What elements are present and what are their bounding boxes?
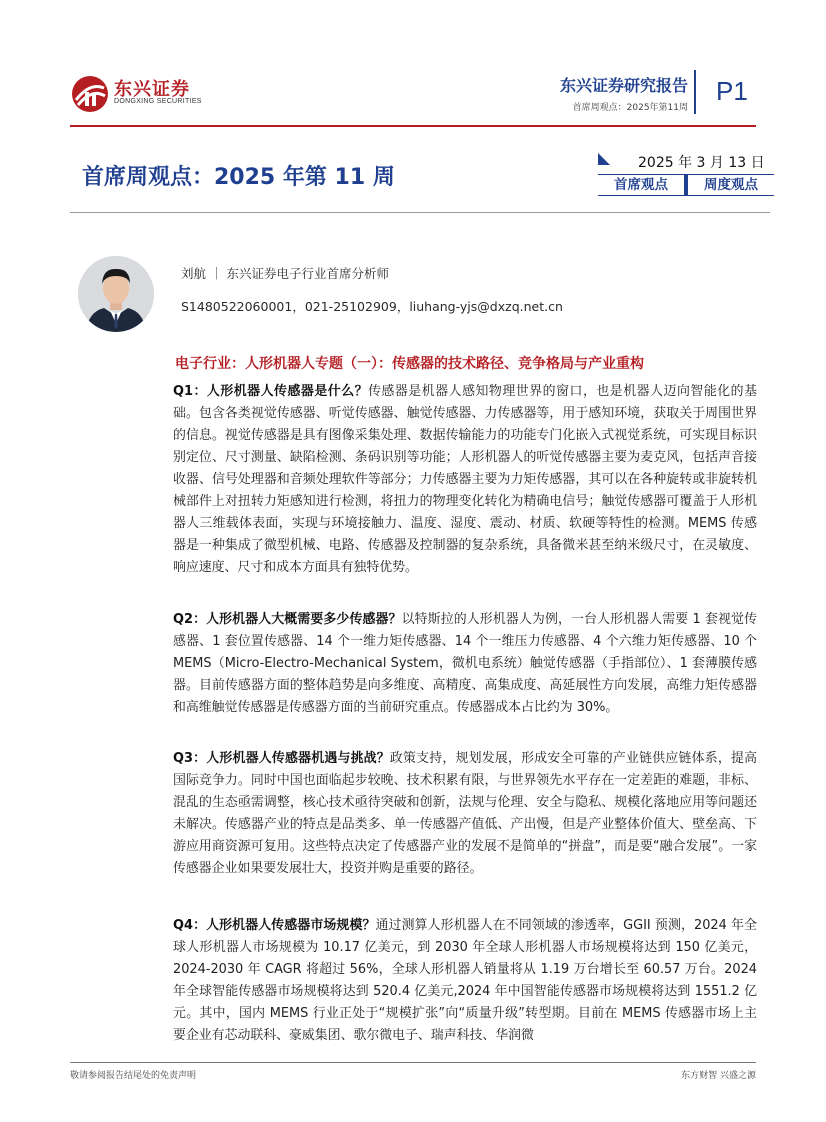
question-label: Q4：人形机器人传感器市场规模？ [173,918,376,933]
company-logo [70,74,220,114]
question-label: Q1：人形机器人传感器是什么？ [173,384,369,399]
person-portrait-icon [78,256,154,332]
footer-slogan: 东方财智 兴盛之源 [681,1071,756,1081]
report-date: 2025 年 3 月 13 日 [638,155,765,171]
paragraph-text: 政策支持，规划发展，形成安全可靠的产业链供应链体系，提高国际竞争力。同时中国也面临起步较晚、技术积累有限，与世界领先水平存在一定差距的难题，非标、混乱的生态亟需调整，核心技术亟待突破和创新，法规与伦理、安全与隐私、规模化落地应用等问题还未解决。传感器产业的特点是品类多、单一传感器产值低、产出慢，但是产业整体价值大、壁垒高、下游应用商资源可复用。这些特点决定了传感器产业的发展不是简单的“拼盘”，而是要“融合发展”。一家传感器企业如果要发展壮大，投资并购是重要的路径。 [173,751,757,876]
report-name: 东兴证券研究报告 [559,76,688,95]
logo-text-cn: 东兴证券 [114,79,190,100]
logo-text-en: DONGXING SECURITIES [114,98,202,105]
footer-disclaimer: 敬请参阅报告结尾处的免责声明 [70,1071,197,1081]
logo-mark-icon [70,74,110,114]
page-title: 首席周观点：2025 年第 11 周 [82,165,395,190]
author-name: 刘航 ｜ 东兴证券电子行业首席分析师 [181,266,389,281]
paragraph-text: 通过测算人形机器人在不同领域的渗透率，GGII 预测，2024 年全球人形机器人市场规模为 10.17 亿美元，到 2030 年全球人形机器人市场规模将达到 150 亿美元，2024-2030 年 CAGR 将超过 56%，全球人形机器人销量将从 1.19 万台增长至 60.57 万台。2024 年全球智能传感器市场规模将达到 520.4 亿美元,2024 年中国智能传感器市场规模将达到 1551.2 亿元。其中，国内 MEMS 行业正处于“规模扩张”向“质量升级”转型期。目前在 MEMS 传感器市场上主要企业有芯动联科、豪威集团、歌尔微电子、瑞声科技、华润微 [173,918,757,1043]
date-marker-icon [598,153,610,165]
paragraph-q3 [173,748,757,880]
paragraph-q1 [173,381,757,579]
paragraph-text: 传感器是机器人感知物理世界的窗口，也是机器人迈向智能化的基础。包含各类视觉传感器、听觉传感器、触觉传感器、力传感器等，用于感知环境，获取关于周围世界的信息。视觉传感器是具有图像采集处理、数据传输能力的功能专门化嵌入式视觉系统，可实现目标识别定位、尺寸测量、缺陷检测、条码识别等功能；人形机器人的听觉传感器主要为麦克风，包括声音接收器、信号处理器和音频处理软件等部分；力传感器主要为力矩传感器，其可以在各种旋转或非旋转机械部件上对扭转力矩感知进行检测，将扭力的物理变化转化为精确电信号；触觉传感器可覆盖于人形机器人三维载体表面，实现与环境接触力、温度、湿度、震动、材质、软硬等特性的检测。MEMS 传感器是一种集成了微型机械、电路、传感器及控制器的复杂系统，具备微米甚至纳米级尺寸，在灵敏度、响应速度、尺寸和成本方面具有独特优势。 [173,384,757,575]
paragraph-q2 [173,609,757,719]
title-rule [70,212,770,213]
author-avatar [78,256,154,332]
report-subtitle: 首席周观点：2025年第11周 [572,103,688,113]
tag-weekly-view: 周度观点 [688,174,774,196]
paragraph-q4 [173,915,757,1047]
footer-rule [70,1062,756,1063]
page-number: P1 [716,76,748,106]
question-label: Q2：人形机器人大概需要多少传感器？ [173,612,402,627]
header-rule [70,125,756,127]
paragraph-text: 以特斯拉的人形机器人为例，一台人形机器人需要 1 套视觉传感器、1 套位置传感器、14 个一维力矩传感器、14 个一维压力传感器、4 个六维力矩传感器、10 个 MEMS（Micro-Electro-Mechanical System，微机电系统）触觉传感器（手指部位）、1 套薄膜传感器。目前传感器方面的整体趋势是向多维度、高精度、高集成度、高延展性方向发展，高维力矩传感器和高维触觉传感器是传感器方面的当前研究重点。传感器成本占比约为 30%。 [173,612,757,715]
tag-chief-view: 首席观点 [598,174,684,196]
header-divider [694,70,696,114]
section-heading: 电子行业：人形机器人专题（一）：传感器的技术路径、竞争格局与产业重构 [175,356,644,372]
report-tags [598,174,774,196]
question-label: Q3：人形机器人传感器机遇与挑战？ [173,751,390,766]
author-contact: S1480522060001，021-25102909，liuhang-yjs@dxzq.net.cn [181,299,563,314]
